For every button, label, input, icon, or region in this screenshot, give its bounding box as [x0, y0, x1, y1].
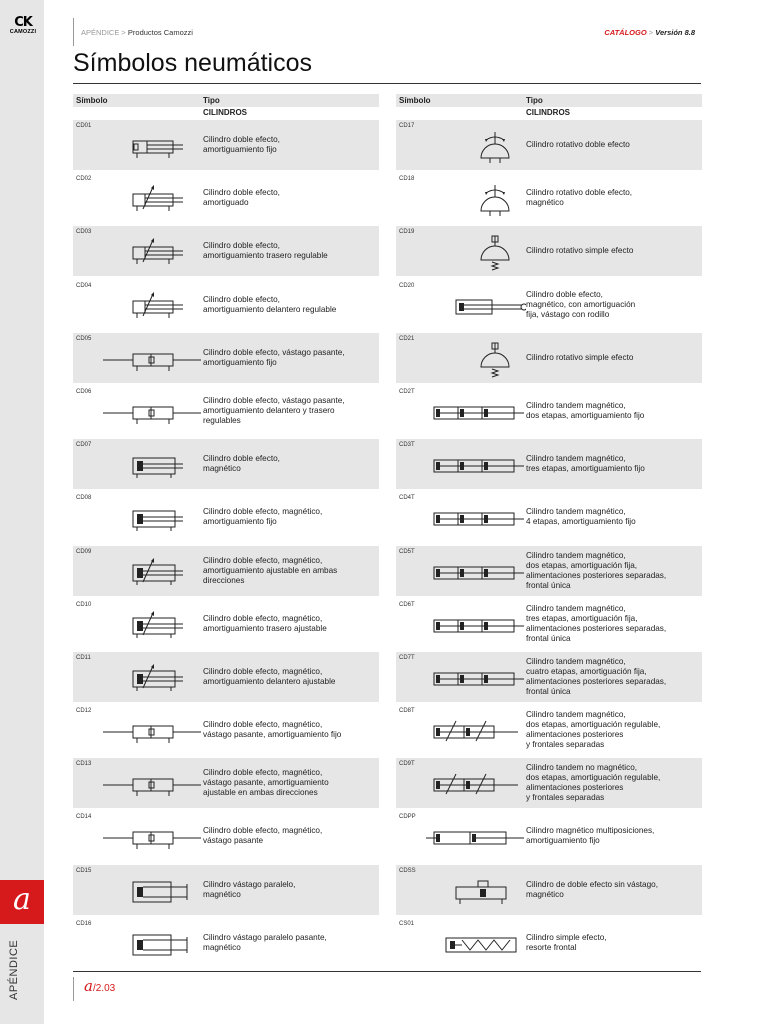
- symbol-code: CD07: [76, 442, 92, 449]
- symbol-description-text: Cilindro tandem magnético, cuatro etapas, amortiguación fija, alimentaciones posteriores separadas, frontal única: [526, 656, 667, 696]
- symbol-code: CD15: [76, 867, 92, 874]
- symbol-code: CD06: [76, 388, 92, 395]
- breadcrumb-page: Productos Camozzi: [127, 28, 193, 37]
- symbol-row: [396, 439, 702, 489]
- column-header: [396, 94, 702, 107]
- tandem-cylinder-adjustable-icon: [426, 713, 526, 751]
- catalog-label: CATÁLOGO: [604, 28, 647, 37]
- symbol-description-text: Cilindro tandem magnético, tres etapas, amortiguamiento fijo: [526, 454, 645, 474]
- symbol-row: [396, 226, 702, 276]
- symbol-description: [526, 492, 702, 542]
- cylinder-parallel-rod-icon: [103, 873, 203, 911]
- tandem-cylinder-icon: [426, 660, 526, 698]
- symbol-description-text: Cilindro tandem no magnético, dos etapas, amortiguación regulable, alimentaciones posteriores y frontales separadas: [526, 763, 661, 803]
- symbol-code: CD08: [76, 495, 92, 502]
- cylinder-fixed-cushion-icon: [103, 128, 203, 166]
- appendix-letter-box: a: [0, 880, 44, 924]
- symbol-description: [526, 120, 702, 170]
- symbol-description-text: Cilindro doble efecto, magnético, vástago pasante, amortiguamiento ajustable en ambas direcciones: [203, 768, 329, 798]
- symbol-code: CD13: [76, 761, 92, 768]
- symbol-row: [73, 333, 379, 383]
- tandem-cylinder-icon: [426, 554, 526, 592]
- symbol-description: [526, 652, 702, 702]
- symbol-description: [526, 439, 702, 489]
- symbol-description: [203, 865, 379, 915]
- symbol-description-text: Cilindro doble efecto, vástago pasante, amortiguamiento fijo: [203, 347, 345, 367]
- sidebar: [0, 0, 44, 1024]
- symbol-row: [396, 918, 702, 968]
- symbol-description-text: Cilindro doble efecto, vástago pasante, amortiguamiento delantero y trasero regulables: [203, 395, 345, 425]
- symbol-row: [396, 386, 702, 436]
- single-acting-spring-cylinder-icon: [426, 926, 526, 964]
- symbol-code: CD7T: [399, 654, 415, 661]
- symbol-row: [73, 546, 379, 596]
- rodless-cylinder-icon: [426, 873, 526, 911]
- symbol-description-text: Cilindro de doble efecto sin vástago, magnético: [526, 879, 658, 899]
- symbol-description: [526, 226, 702, 276]
- symbol-code: CD11: [76, 654, 91, 661]
- appendix-label: APÉNDICE: [8, 939, 20, 1000]
- symbol-description-text: Cilindro doble efecto, magnético, amortiguamiento fijo: [203, 507, 323, 527]
- tandem-cylinder-icon: [426, 500, 526, 538]
- symbol-row: [396, 173, 702, 223]
- cylinder-magnetic-adjustable-icon: [103, 660, 203, 698]
- symbol-list-right: [396, 120, 702, 968]
- rotary-actuator-spring-icon: [426, 234, 526, 272]
- section-label: CILINDROS: [203, 108, 247, 117]
- cylinder-adjustable-icon: [103, 288, 203, 326]
- catalog-separator: >: [646, 28, 656, 37]
- logo-text: CAMOZZI: [9, 29, 37, 35]
- footer-divider: [73, 971, 701, 972]
- symbol-row: [73, 173, 379, 223]
- logo-mark: CK: [14, 15, 32, 30]
- tandem-cylinder-icon: [426, 447, 526, 485]
- symbol-description: [203, 439, 379, 489]
- type-column-header: Tipo: [526, 96, 543, 105]
- symbols-column-left: [73, 94, 379, 971]
- symbol-row: [73, 280, 379, 330]
- symbol-row: [73, 705, 379, 755]
- symbol-code: CDPP: [399, 814, 416, 821]
- symbol-description: [526, 918, 702, 968]
- symbol-row: [396, 120, 702, 170]
- symbol-code: CD16: [76, 920, 92, 927]
- symbol-code: CD8T: [399, 708, 415, 715]
- symbol-description: [203, 705, 379, 755]
- symbol-code: CD18: [399, 176, 415, 183]
- symbol-row: [73, 865, 379, 915]
- section-header: [396, 107, 702, 120]
- symbol-description: [203, 918, 379, 968]
- symbol-description: [526, 811, 702, 861]
- cylinder-through-rod-icon: [103, 341, 203, 379]
- symbol-description-text: Cilindro doble efecto, magnético, amortiguamiento delantero ajustable: [203, 666, 336, 686]
- symbol-code: CD10: [76, 601, 92, 608]
- page-number-text: /2.03: [92, 983, 116, 994]
- symbol-description-text: Cilindro doble efecto, magnético, vástago pasante, amortiguamiento fijo: [203, 720, 342, 740]
- symbol-description: [526, 705, 702, 755]
- symbol-code: CD05: [76, 335, 92, 342]
- symbol-row: [396, 492, 702, 542]
- column-header: [73, 94, 379, 107]
- symbol-description-text: Cilindro tandem magnético, tres etapas, amortiguación fija, alimentaciones posteriores separadas, frontal única: [526, 603, 667, 643]
- symbol-row: [73, 226, 379, 276]
- symbol-code: CD5T: [399, 548, 415, 555]
- header-divider: [73, 18, 74, 46]
- type-column-header: Tipo: [203, 96, 220, 105]
- symbol-description: [203, 386, 379, 436]
- cylinder-roller-rod-icon: [426, 288, 526, 326]
- symbol-description: [526, 546, 702, 596]
- symbol-row: [73, 386, 379, 436]
- symbol-code: CD21: [399, 335, 415, 342]
- cylinder-adjustable-icon: [103, 234, 203, 272]
- symbol-description-text: Cilindro vástago paralelo pasante, magnético: [203, 932, 327, 952]
- tandem-cylinder-adjustable-icon: [426, 766, 526, 804]
- cylinder-through-rod-icon: [103, 394, 203, 432]
- symbol-code: CD09: [76, 548, 92, 555]
- symbol-description: [526, 333, 702, 383]
- symbol-row: [73, 918, 379, 968]
- page-number: [73, 977, 115, 1001]
- symbol-code: CD19: [399, 229, 415, 236]
- cylinder-through-rod-icon: [103, 766, 203, 804]
- page-title: Símbolos neumáticos: [73, 49, 313, 77]
- symbol-description: [203, 758, 379, 808]
- breadcrumb-separator: >: [119, 28, 128, 37]
- symbol-code: CD14: [76, 814, 92, 821]
- symbol-row: [73, 758, 379, 808]
- rotary-actuator-spring-icon: [426, 341, 526, 379]
- symbol-code: CD12: [76, 708, 92, 715]
- symbol-description-text: Cilindro doble efecto, magnético, vástago pasante: [203, 826, 323, 846]
- cylinder-parallel-rod-icon: [103, 926, 203, 964]
- symbol-description-text: Cilindro magnético multiposiciones, amortiguamiento fijo: [526, 826, 655, 846]
- symbols-column-right: [396, 94, 702, 971]
- symbol-description-text: Cilindro doble efecto, magnético, amortiguamiento trasero ajustable: [203, 613, 327, 633]
- symbol-description-text: Cilindro tandem magnético, dos etapas, amortiguación regulable, alimentaciones posteriores y frontales separadas: [526, 710, 661, 750]
- breadcrumb: [81, 28, 193, 37]
- cylinder-magnetic-adjustable-icon: [103, 607, 203, 645]
- symbol-row: [396, 705, 702, 755]
- camozzi-logo: [6, 16, 40, 35]
- symbol-description: [203, 599, 379, 649]
- symbol-description: [526, 758, 702, 808]
- symbol-list-left: [73, 120, 379, 968]
- symbol-code: CD2T: [399, 388, 415, 395]
- version-label: Versión 8.8: [655, 28, 695, 37]
- symbol-description-text: Cilindro rotativo doble efecto, magnético: [526, 188, 633, 208]
- symbol-row: [396, 546, 702, 596]
- symbol-description-text: Cilindro tandem magnético, dos etapas, amortiguación fija, alimentaciones posteriores separadas, frontal única: [526, 550, 667, 590]
- symbol-code: CD03: [76, 229, 92, 236]
- symbol-row: [396, 652, 702, 702]
- symbol-description: [526, 599, 702, 649]
- symbol-description-text: Cilindro simple efecto, resorte frontal: [526, 932, 607, 952]
- symbol-row: [73, 120, 379, 170]
- symbol-description: [203, 811, 379, 861]
- symbol-description: [203, 226, 379, 276]
- symbol-column-header: Símbolo: [76, 96, 108, 105]
- symbol-code: CD17: [399, 123, 415, 129]
- symbol-row: [396, 599, 702, 649]
- cylinder-magnetic-icon: [103, 500, 203, 538]
- symbol-code: CD3T: [399, 442, 415, 449]
- catalog-version: [604, 28, 695, 37]
- symbol-code: CD01: [76, 123, 92, 129]
- symbol-code: CD6T: [399, 601, 415, 608]
- symbol-row: [73, 439, 379, 489]
- symbol-description-text: Cilindro vástago paralelo, magnético: [203, 879, 296, 899]
- symbol-row: [73, 811, 379, 861]
- symbol-code: CD04: [76, 282, 92, 289]
- symbol-description: [526, 865, 702, 915]
- symbol-description: [203, 173, 379, 223]
- cylinder-through-rod-icon: [103, 713, 203, 751]
- cylinder-adjustable-icon: [103, 181, 203, 219]
- symbol-row: [396, 758, 702, 808]
- rotary-actuator-icon: [426, 128, 526, 166]
- section-label: CILINDROS: [526, 108, 570, 117]
- cylinder-through-rod-icon: [103, 819, 203, 857]
- symbol-description: [526, 280, 702, 330]
- symbol-description: [526, 173, 702, 223]
- symbol-description: [203, 492, 379, 542]
- symbol-description-text: Cilindro tandem magnético, 4 etapas, amortiguamiento fijo: [526, 507, 636, 527]
- symbol-row: [396, 333, 702, 383]
- symbol-description: [203, 546, 379, 596]
- symbol-code: CD4T: [399, 495, 415, 502]
- page-letter: a: [84, 977, 93, 995]
- symbol-description-text: Cilindro doble efecto, amortiguamiento delantero regulable: [203, 294, 337, 314]
- symbol-description-text: Cilindro doble efecto, magnético, con amortiguación fija, vástago con rodillo: [526, 289, 636, 319]
- cylinder-magnetic-adjustable-icon: [103, 554, 203, 592]
- breadcrumb-section[interactable]: APÉNDICE: [81, 28, 120, 37]
- symbol-description-text: Cilindro tandem magnético, dos etapas, amortiguamiento fijo: [526, 400, 645, 420]
- tandem-cylinder-icon: [426, 607, 526, 645]
- symbol-code: CDSS: [399, 867, 416, 874]
- section-header: [73, 107, 379, 120]
- symbol-description-text: Cilindro doble efecto, amortiguamiento trasero regulable: [203, 241, 328, 261]
- cylinder-magnetic-icon: [103, 447, 203, 485]
- symbol-row: [73, 492, 379, 542]
- symbol-description-text: Cilindro doble efecto, amortiguamiento fijo: [203, 135, 280, 154]
- symbol-description-text: Cilindro doble efecto, amortiguado: [203, 188, 280, 208]
- symbol-column-header: Símbolo: [399, 96, 431, 105]
- title-divider: [73, 83, 701, 84]
- symbol-code: CD20: [399, 282, 415, 289]
- tandem-cylinder-icon: [426, 394, 526, 432]
- symbol-description: [203, 280, 379, 330]
- symbol-row: [73, 652, 379, 702]
- symbol-code: CD02: [76, 176, 92, 183]
- symbol-description-text: Cilindro rotativo simple efecto: [526, 352, 634, 362]
- symbol-row: [396, 865, 702, 915]
- symbol-code: CS01: [399, 920, 415, 927]
- symbol-description: [203, 120, 379, 170]
- symbol-description-text: Cilindro rotativo doble efecto: [526, 140, 630, 149]
- symbol-description-text: Cilindro rotativo simple efecto: [526, 246, 634, 256]
- symbol-description: [526, 386, 702, 436]
- symbol-code: CD9T: [399, 761, 415, 768]
- symbol-description: [203, 652, 379, 702]
- symbol-row: [73, 599, 379, 649]
- symbol-description: [203, 333, 379, 383]
- symbol-description-text: Cilindro doble efecto, magnético: [203, 454, 280, 474]
- symbol-description-text: Cilindro doble efecto, magnético, amortiguamiento ajustable en ambas direcciones: [203, 555, 338, 585]
- rotary-actuator-icon: [426, 181, 526, 219]
- multiposition-cylinder-icon: [426, 819, 526, 857]
- symbol-row: [396, 811, 702, 861]
- symbol-row: [396, 280, 702, 330]
